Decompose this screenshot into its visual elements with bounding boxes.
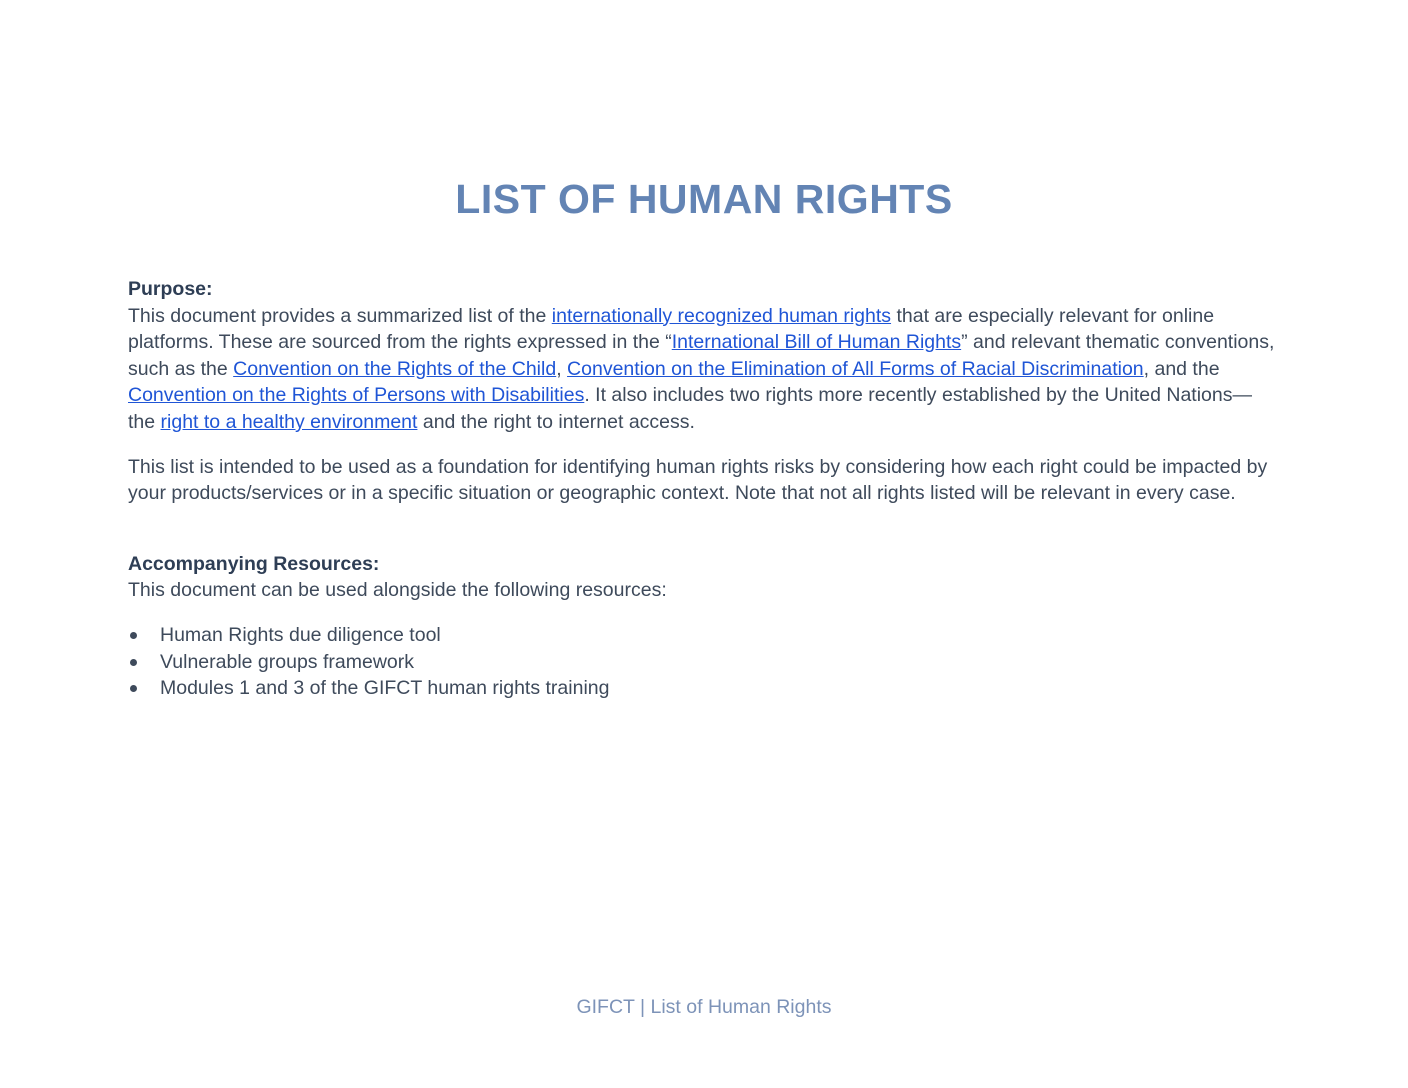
list-item: [128, 622, 1276, 649]
page-title: LIST OF HUMAN RIGHTS: [455, 176, 953, 222]
link-convention-racial-discrimination[interactable]: Convention on the Elimination of All Forms of Racial Discrimination: [567, 357, 1144, 380]
purpose-heading: Purpose:: [128, 278, 213, 300]
bullet-icon: [130, 685, 137, 692]
list-item-label: Vulnerable groups framework: [160, 650, 414, 673]
purpose-text-2: that are especially relevant for online platforms. These are sourced from the rights expressed in the “: [128, 304, 1215, 354]
bullet-icon: [130, 659, 137, 666]
purpose-text-5: , and the: [1143, 357, 1220, 380]
purpose-text-7: and the right to internet access.: [417, 410, 695, 433]
purpose-paragraph-2: This list is intended to be used as a foundation for identifying human rights risks by considering how each right could be impacted by your products/services or in a specific situation or geographic context. Note that not all rights listed will be relevant in every case.: [128, 455, 1268, 505]
link-convention-persons-with-disabilities[interactable]: Convention on the Rights of Persons with Disabilities: [128, 384, 585, 407]
list-item: [128, 675, 1276, 702]
purpose-paragraph-1: [128, 303, 1276, 436]
resources-heading: Accompanying Resources:: [128, 552, 380, 575]
purpose-text-4: ,: [556, 357, 568, 380]
link-convention-rights-of-child[interactable]: Convention on the Rights of the Child: [233, 357, 557, 380]
resources-list: [128, 622, 1276, 702]
list-item-label: Modules 1 and 3 of the GIFCT human rights training: [160, 677, 610, 700]
bullet-icon: [130, 632, 137, 639]
page-footer: GIFCT | List of Human Rights: [576, 996, 832, 1018]
resources-intro: This document can be used alongside the following resources:: [128, 579, 667, 602]
purpose-text-1: This document provides a summarized list of the: [128, 304, 552, 327]
resources-section: [128, 551, 1276, 702]
link-internationally-recognized-human-rights[interactable]: internationally recognized human rights: [551, 304, 892, 327]
document-body: [128, 276, 1276, 702]
purpose-text-3: ” and relevant thematic conventions, such as the: [128, 331, 1275, 380]
link-right-to-healthy-environment[interactable]: right to a healthy environment: [160, 410, 418, 433]
purpose-text-6: . It also includes two rights more recently established by the United Nations—the: [128, 384, 1252, 433]
list-item-label: Human Rights due diligence tool: [160, 623, 441, 646]
purpose-section: [128, 276, 1276, 507]
link-international-bill-of-human-rights[interactable]: International Bill of Human Rights: [671, 331, 962, 354]
list-item: [128, 649, 1276, 676]
